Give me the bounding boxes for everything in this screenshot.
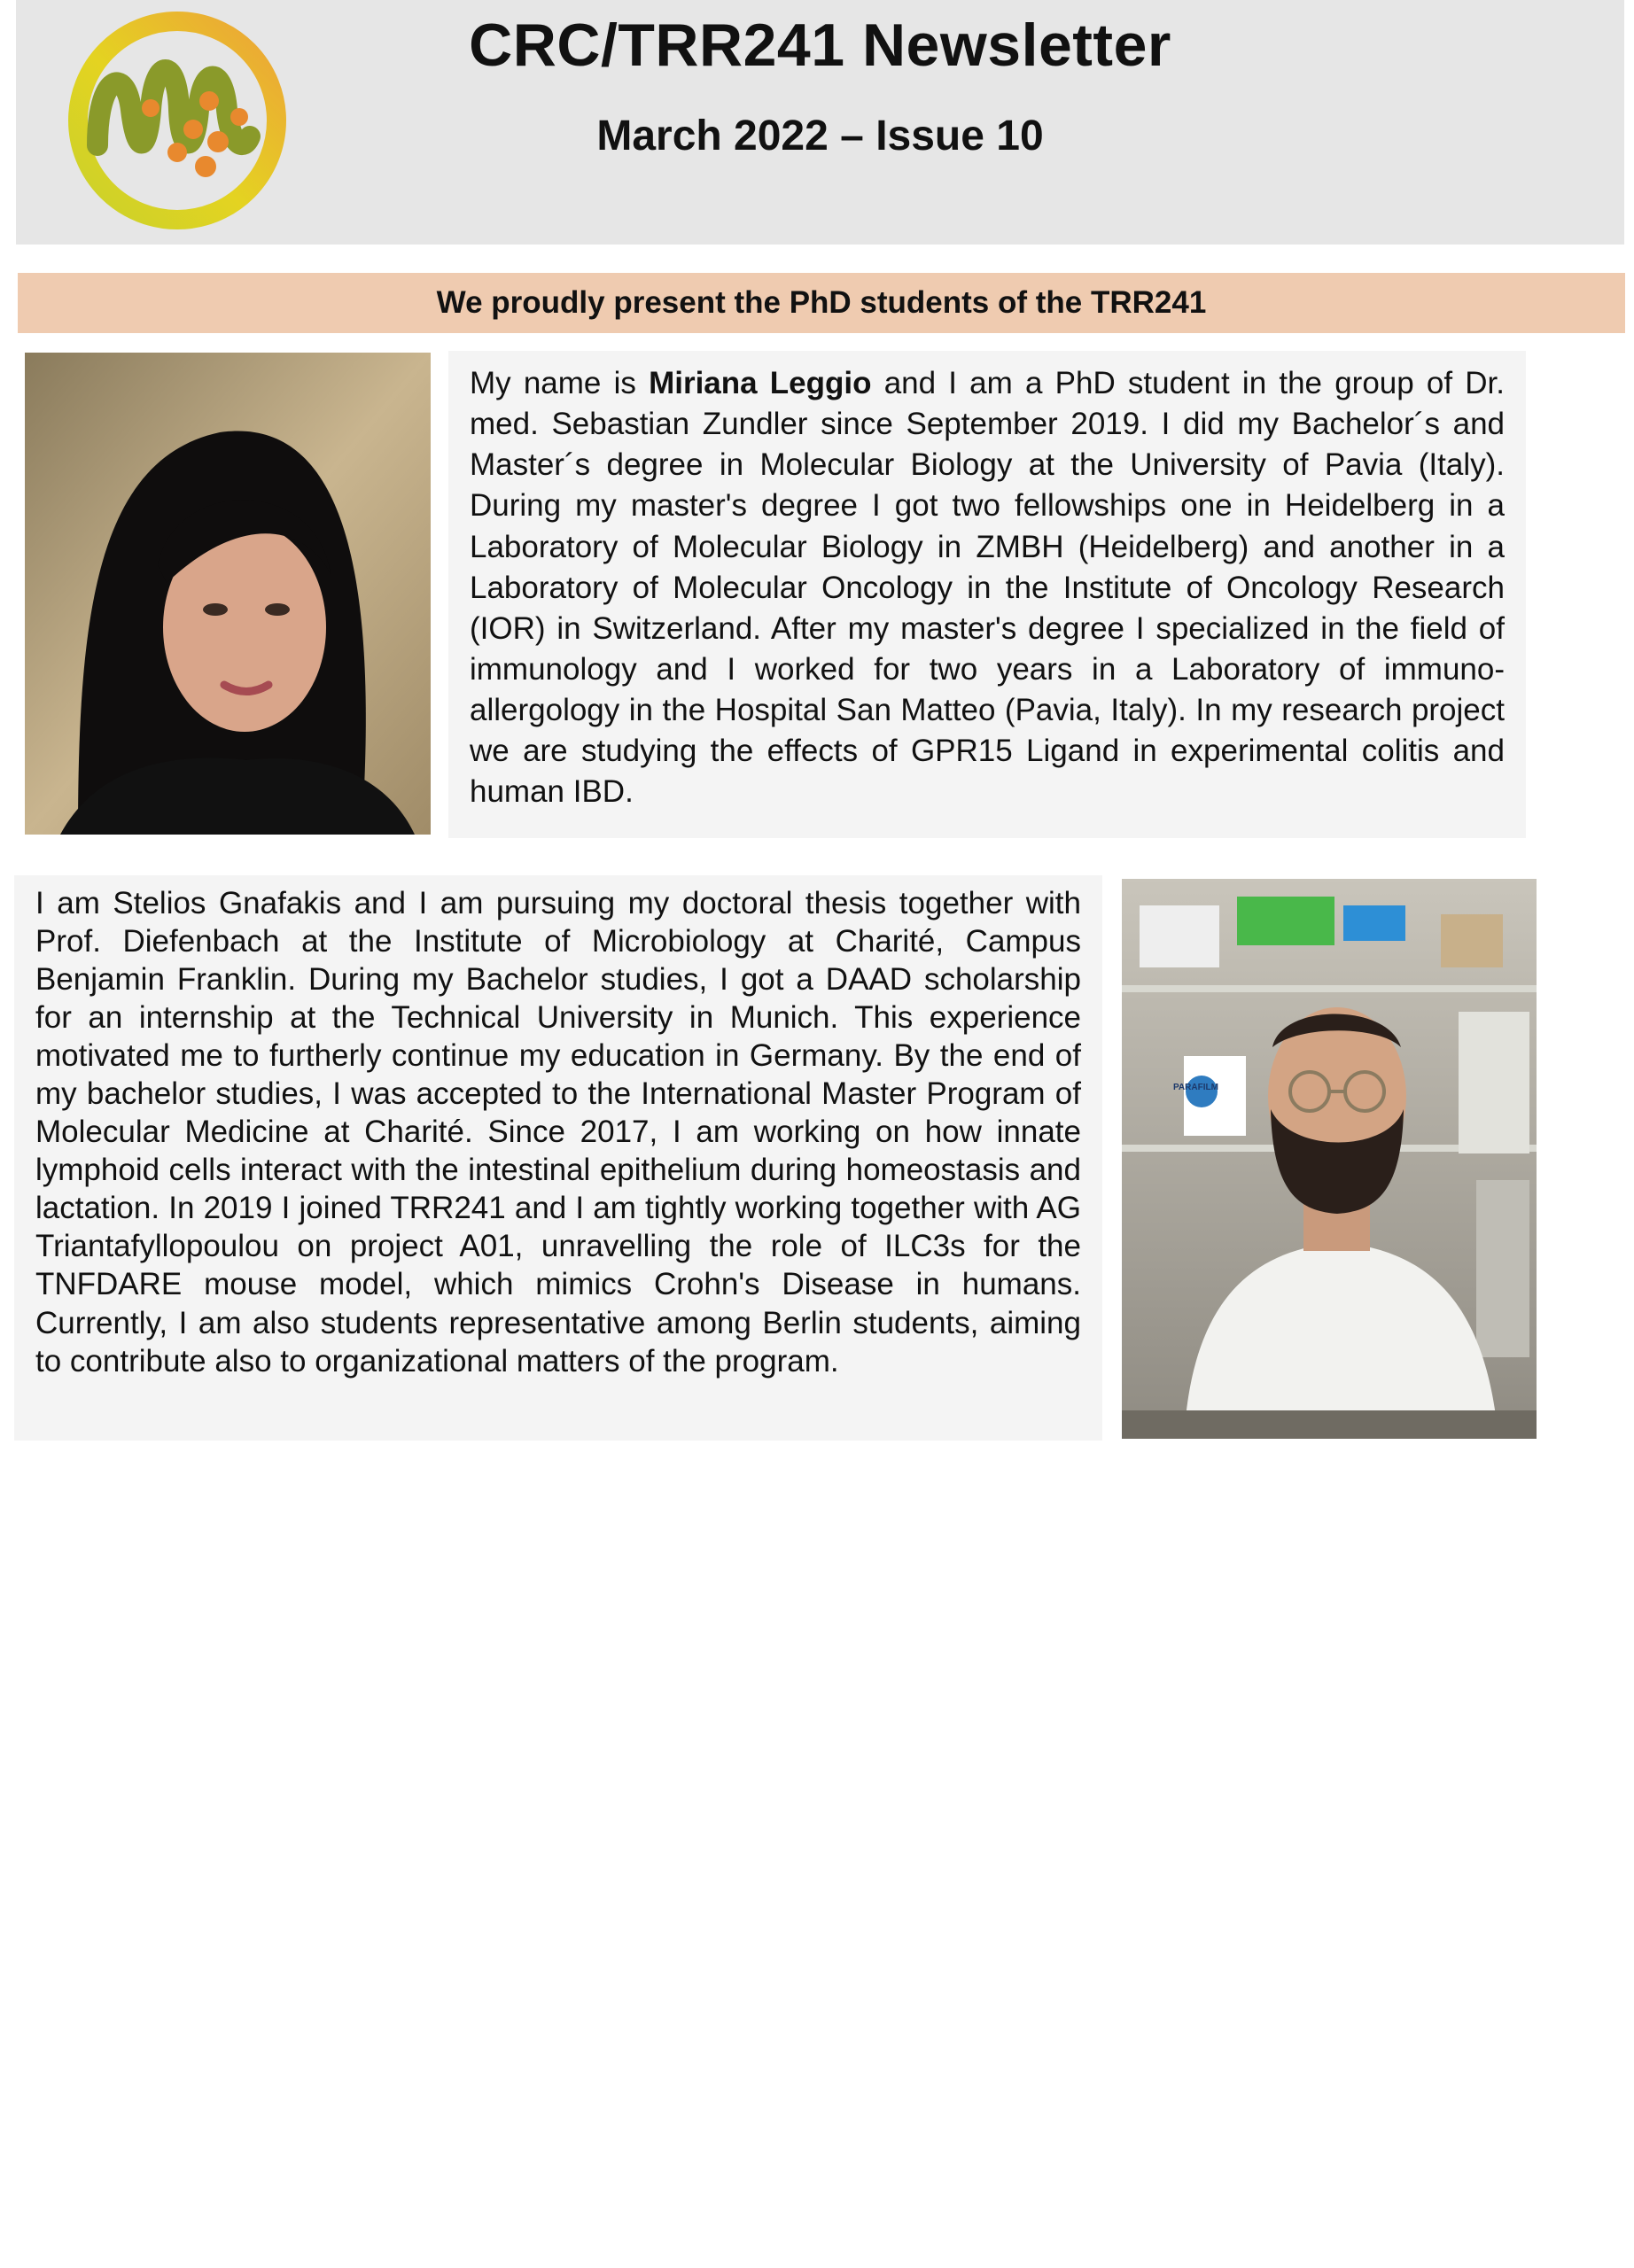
newsletter-title: CRC/TRR241 Newsletter <box>469 12 1171 79</box>
bio-miriana-leggio <box>448 351 1526 838</box>
newsletter-header <box>16 0 1624 245</box>
parafilm-label: PARAFILM <box>1173 1083 1218 1092</box>
newsletter-issue: March 2022 – Issue 10 <box>596 113 1044 159</box>
portrait-miriana-leggio <box>25 353 431 835</box>
section-banner: We proudly present the PhD students of the TRR241 <box>18 273 1625 333</box>
portrait-stelios-gnafakis <box>1122 879 1537 1439</box>
bio-stelios-gnafakis <box>14 875 1102 1441</box>
bio-intro: My name is <box>470 366 650 400</box>
bio-text: I am Stelios Gnafakis and I am pursuing my doctoral thesis together with Prof. Diefenbach at the Institute of Microbiology at Charité, Campus Benjamin Franklin. During my Bachelor studies, I got a DAAD scholarship for an internship at the Technical University in Munich. This experience motivated me to furtherly continue my education in Germany. By the end of my bachelor studies, I was accepted to the International Master Program of Molecular Medicine at Charité. Since 2017, I am working on how innate lymphoid cells interact with the intestinal epithelium during homeostasis and lactation. In 2019 I joined TRR241 and I am tightly working together with AG Triantafyllopoulou on project A01, unravelling the role of ILC3s for the TNFDARE mouse model, which mimics Crohn's Disease in humans. Currently, I am also students representative among Berlin students, aiming to contribute also to organizational matters of the program. <box>35 886 1081 1379</box>
student-name: Miriana Leggio <box>649 366 872 400</box>
bio-text: and I am a PhD student in the group of Dr. med. Sebastian Zundler since September 2019. I did my Bachelor´s and Master´s degree in Molecular Biology at the University of Pavia (Italy). During my master's degree I got two fellowships one in Heidelberg in a Laboratory of Molecular Biology in ZMBH (Heidelberg) and another in a Laboratory of Molecular Oncology in the Institute of Oncology Research (IOR) in Switzerland. After my master's degree I specialized in the field of immunology and I worked for two years in a Laboratory of immuno-allergology in the Hospital San Matteo (Pavia, Italy). In my research project we are studying the effects of GPR15 Ligand in experimental colitis and human IBD. <box>470 366 1506 810</box>
